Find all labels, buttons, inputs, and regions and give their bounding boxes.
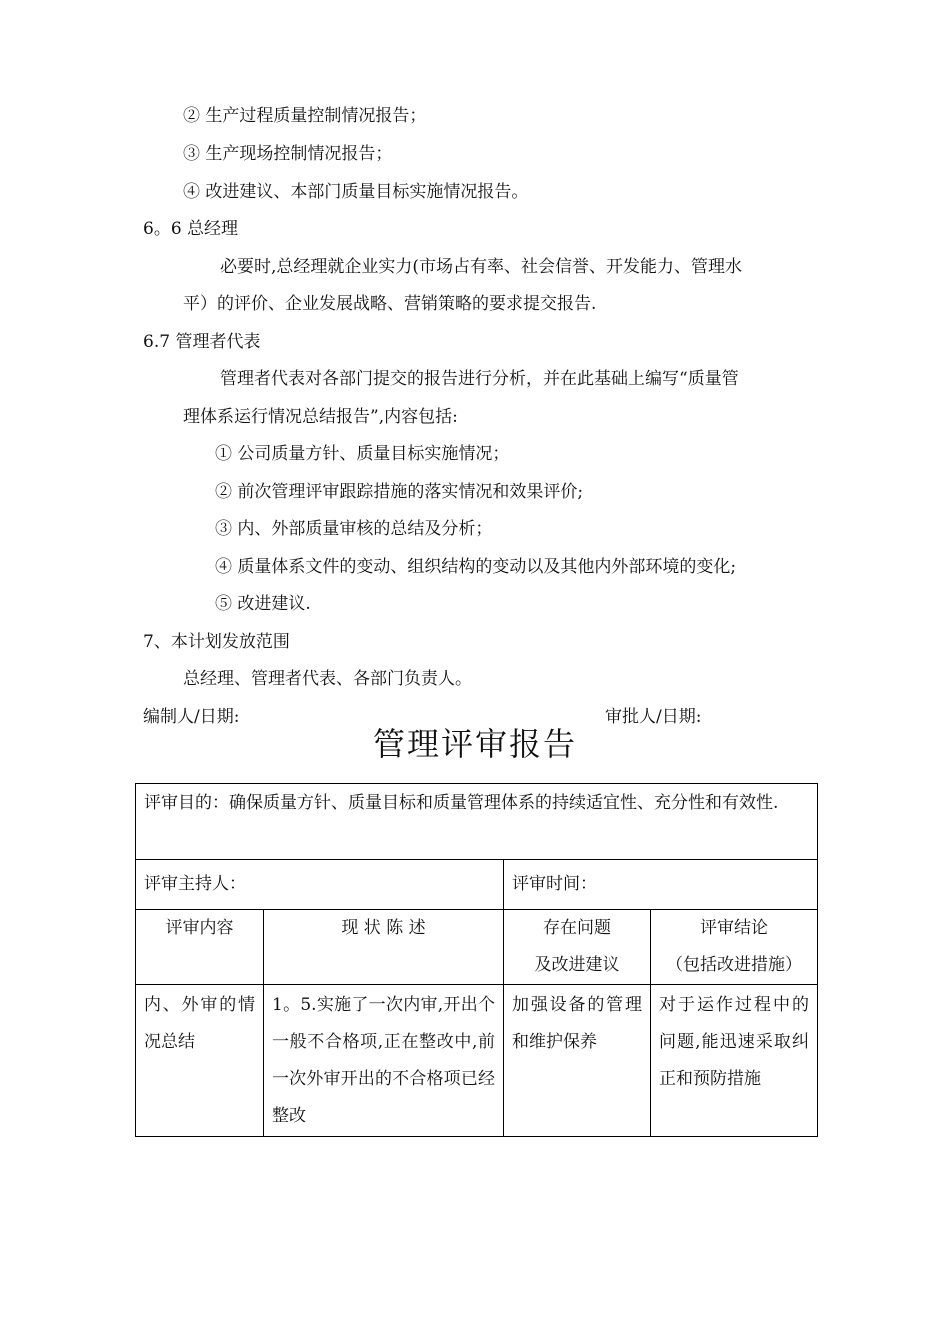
table-row (136, 784, 818, 860)
section-heading-6-6: 6。6 总经理 (143, 219, 239, 239)
row-issues: 加强设备的管理和维护保养 (504, 985, 651, 1137)
list-item: ② 生产过程质量控制情况报告； (183, 106, 427, 126)
list-item: ③ 内、外部质量审核的总结及分析； (215, 519, 493, 539)
header-issues (504, 910, 651, 985)
list-item: ③ 生产现场控制情况报告； (183, 144, 393, 164)
list-item: ④ 质量体系文件的变动、组织结构的变动以及其他内外部环境的变化; (215, 557, 737, 577)
table-header-row (136, 910, 818, 985)
list-item: ④ 改进建议、本部门质量目标实施情况报告。 (183, 182, 529, 202)
section-heading-6-7: 6.7 管理者代表 (143, 332, 261, 352)
report-title: 管理评审报告 (372, 725, 577, 763)
list-item: ② 前次管理评审跟踪措施的落实情况和效果评价; (215, 482, 584, 502)
review-table (135, 783, 818, 1137)
preparer-label: 编制人/日期: (143, 707, 240, 727)
paragraph-line: 总经理、管理者代表、各部门负责人。 (183, 669, 472, 689)
row-content: 内、外审的情况总结 (136, 985, 264, 1137)
header-conclusion-line-1: 评审结论 (700, 918, 768, 938)
header-issues-line-2: 及改进建议 (534, 955, 620, 975)
list-item: ① 公司质量方针、质量目标实施情况； (215, 444, 510, 464)
paragraph-line: 必要时,总经理就企业实力(市场占有率、社会信誉、开发能力、管理水 (220, 257, 743, 277)
table-row (136, 985, 818, 1137)
header-issues-line-1: 存在问题 (543, 918, 611, 938)
section-heading-7: 7、本计划发放范围 (143, 632, 290, 652)
paragraph-line: 管理者代表对各部门提交的报告进行分析，并在此基础上编写“质量管 (220, 369, 739, 389)
review-purpose: 评审目的：确保质量方针、质量目标和质量管理体系的持续适宜性、充分性和有效性. (136, 784, 818, 860)
header-status: 现 状 陈 述 (264, 910, 504, 985)
paragraph-line: 理体系运行情况总结报告”,内容包括: (183, 407, 458, 427)
review-host-label: 评审主持人： (136, 860, 504, 910)
paragraph-line: 平）的评价、企业发展战略、营销策略的要求提交报告. (183, 294, 597, 314)
header-conclusion-line-2: （包括改进措施） (666, 955, 802, 975)
table-row (136, 860, 818, 910)
row-status: 1。5.实施了一次内审,开出个一般不合格项,正在整改中,前一次外审开出的不合格项已经整改 (264, 985, 504, 1137)
approver-label: 审批人/日期: (605, 707, 702, 727)
row-conclusion: 对于运作过程中的问题,能迅速采取纠正和预防措施 (651, 985, 818, 1137)
header-content: 评审内容 (136, 910, 264, 985)
list-item: ⑤ 改进建议. (215, 594, 311, 614)
review-time-label: 评审时间： (504, 860, 818, 910)
header-conclusion (651, 910, 818, 985)
